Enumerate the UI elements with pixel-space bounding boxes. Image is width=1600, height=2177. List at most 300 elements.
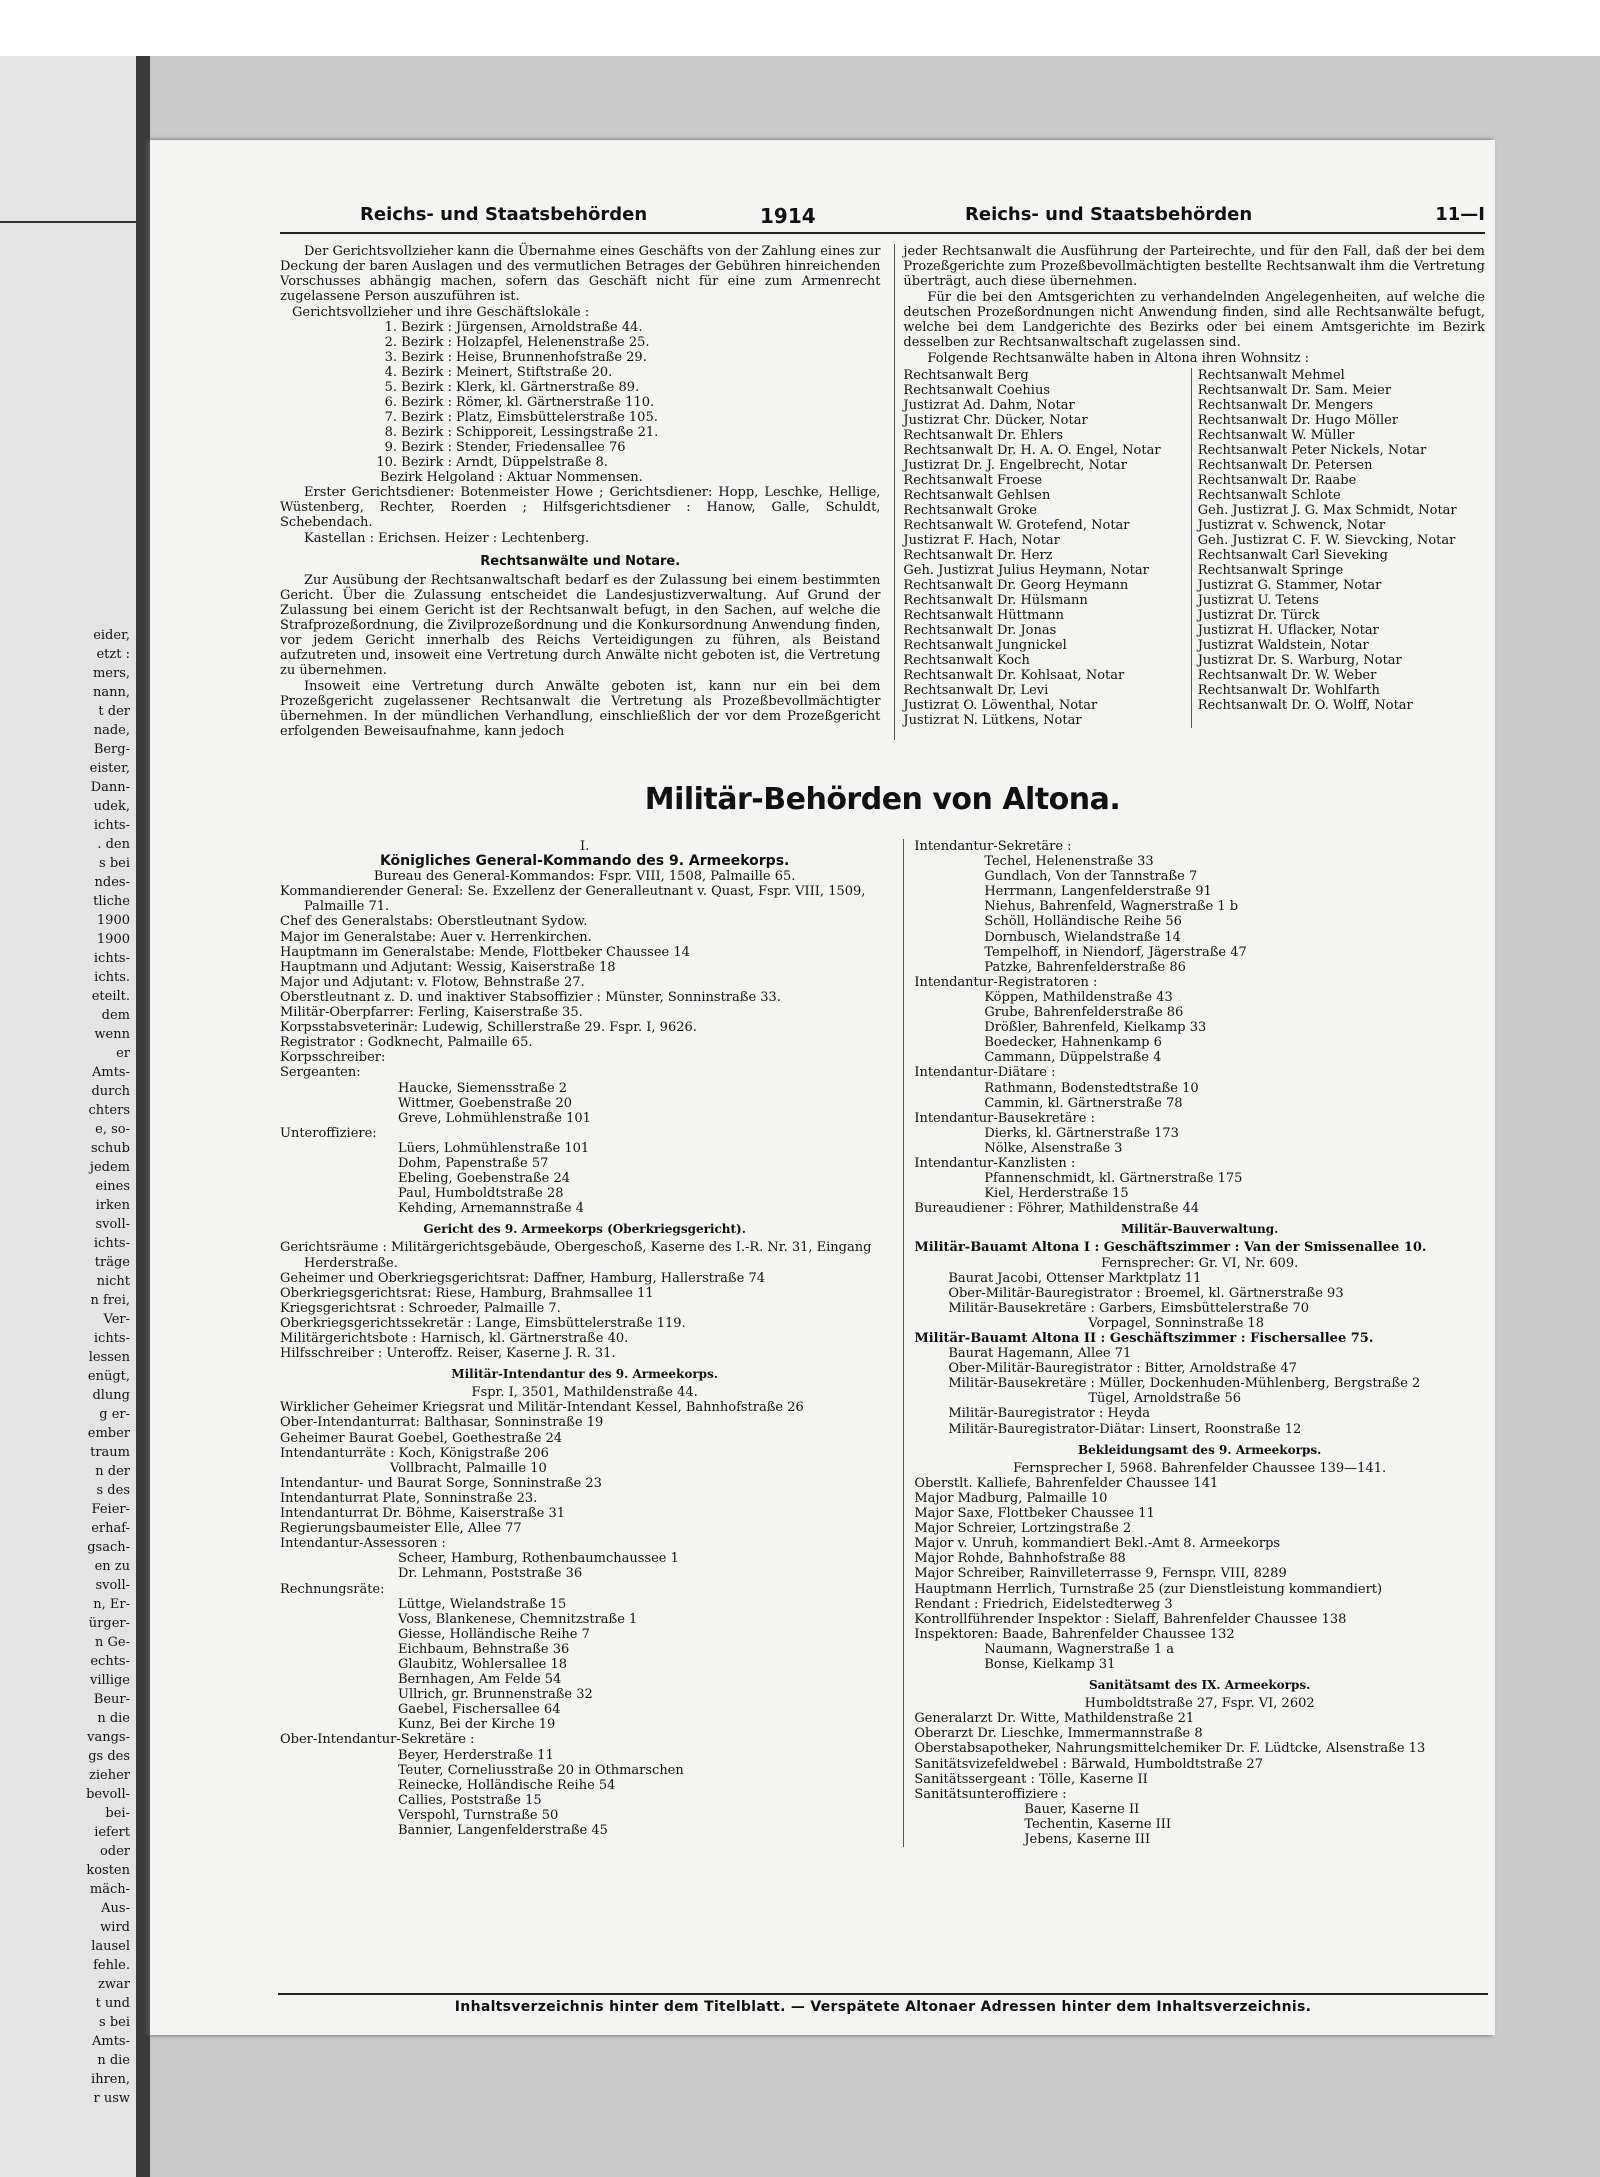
bauverwaltung-title: Militär-Bauverwaltung.: [1120, 1222, 1279, 1237]
tuegel-line: Tügel, Arnoldstraße 56: [1088, 1391, 1241, 1407]
intendantur-entry: Intendantur-Assessoren :: [280, 1536, 446, 1552]
staff-entry: Militär-Oberpfarrer: Ferling, Kaiserstraße 35.: [280, 1005, 583, 1021]
fragment-line: svoll-: [95, 1217, 130, 1232]
bauamt-entry: Militär-Bauregistrator : Heyda: [948, 1406, 1150, 1422]
rechnungsrat-entry: Voss, Blankenese, Chemnitzstraße 1: [398, 1611, 638, 1627]
fragment-line: Amts-: [91, 1065, 130, 1080]
sanitaets-uo-entry: Bauer, Kaserne II: [1024, 1801, 1140, 1817]
lawyer-entry: Rechtsanwalt Dr. Hugo Möller: [1197, 413, 1399, 428]
lawyer-entry: Geh. Justizrat J. G. Max Schmidt, Notar: [1197, 503, 1457, 518]
kanzlisten-list: [914, 1171, 1485, 1201]
bausekretaer-entry: Dierks, kl. Gärtnerstraße 173: [984, 1125, 1179, 1141]
lawyer-entry: Rechtsanwalt Carl Sieveking: [1197, 548, 1388, 563]
bekleidungsamt-entry: Major Saxe, Flottbeker Chaussee 11: [914, 1506, 1155, 1522]
lawyer-entry: Rechtsanwalt Peter Nickels, Notar: [1197, 443, 1427, 458]
fragment-line: lausel: [91, 1939, 130, 1954]
staff-entry: Sergeanten:: [280, 1065, 361, 1081]
sergeant-entry: Wittmer, Goebenstraße 20: [398, 1095, 573, 1111]
district-number: 4. Bezirk :: [384, 365, 452, 380]
lawyers-table: [903, 368, 1485, 728]
intendantur-entry: Wirklicher Geheimer Kriegsrat und Militär-Intendant Kessel, Bahnhofstraße 26: [280, 1400, 804, 1416]
fragment-line: 1900: [96, 913, 130, 928]
court-entry: Oberkriegsgerichtssekretär : Lange, Eimsbüttelerstraße 119.: [280, 1315, 686, 1331]
fragment-line: e, so-: [95, 1122, 130, 1137]
lawyers-intro: Folgende Rechtsanwälte haben in Altona ihren Wohnsitz :: [927, 351, 1310, 366]
lawyer-entry: Rechtsanwalt W. Müller: [1197, 428, 1355, 443]
unteroffiziere-list: [280, 1141, 889, 1216]
diaetar-entry: Cammin, kl. Gärtnerstraße 78: [984, 1095, 1183, 1111]
lawyers-list-right: [1191, 368, 1485, 728]
sanitaet-entry: Sanitätssergeant : Tölle, Kaserne II: [914, 1771, 1148, 1787]
fragment-line: Feier-: [91, 1502, 130, 1517]
district-officer: Holzapfel, Helenenstraße 25.: [456, 335, 650, 350]
fragment-line: wird: [100, 1920, 130, 1935]
district-row: [362, 425, 880, 440]
lawyer-entry: Justizrat Ad. Dahm, Notar: [903, 398, 1075, 413]
sanitaets-unteroffiziere-list: [914, 1802, 1485, 1847]
bekleidungsamt-list: [914, 1476, 1485, 1642]
bauamt-entry: Baurat Hagemann, Allee 71: [948, 1346, 1132, 1362]
ober-sekretaere-list: [280, 1748, 889, 1839]
continued-paragraph: jeder Rechtsanwalt die Ausführung der Parteirechte, und für den Fall, daß der bei dem Prozeßgerichte zum Prozeßbevollmächtigten bestellte Rechtsanwalt ihm die Vertretung überträgt, auch diese übernehmen.: [903, 244, 1485, 289]
fragment-line: nann,: [92, 685, 130, 700]
fragment-line: oder: [99, 1844, 130, 1859]
fragment-line: nicht: [96, 1274, 130, 1289]
district-officer: Meinert, Stiftstraße 20.: [456, 365, 613, 380]
fragment-line: durch: [91, 1084, 130, 1099]
district-number: 8. Bezirk :: [384, 425, 452, 440]
fragment-line: echts-: [90, 1654, 130, 1669]
staff-entry: Chef des Generalstabs: Oberstleutnant Sydow.: [280, 914, 588, 930]
intendantur-phone: Fspr. I, 3501, Mathildenstraße 44.: [471, 1385, 698, 1401]
unteroffiziere-label: Unteroffiziere:: [280, 1125, 377, 1141]
staff-entry: Kommandierender General: Se. Exzellenz der Generalleutnant v. Quast, Fspr. VIII, 1509, Palmaille 71.: [280, 884, 866, 915]
assessor-entry: Scheer, Hamburg, Rothenbaumchaussee 1: [398, 1551, 679, 1567]
bekleidungsamt-title: Bekleidungsamt des 9. Armeekorps.: [1078, 1442, 1322, 1457]
sanitaets-uo-entry: Techentin, Kaserne III: [1024, 1816, 1172, 1832]
lawyer-entry: Rechtsanwalt Jungnickel: [903, 638, 1067, 653]
lawyer-entry: Rechtsanwalt Dr. H. A. O. Engel, Notar: [903, 443, 1161, 458]
bekleidungsamt-entry: Rendant : Friedrich, Eidelstedterweg 3: [914, 1596, 1173, 1612]
fragment-line: n die: [97, 1711, 130, 1726]
fragment-line: zieher: [89, 1768, 130, 1783]
sanitaet-entry: Oberarzt Dr. Lieschke, Immermannstraße 8: [914, 1726, 1203, 1742]
diaetare-label: Intendantur-Diätare :: [914, 1065, 1056, 1081]
fragment-line: vangs-: [87, 1730, 130, 1745]
district-number: 5. Bezirk :: [384, 380, 452, 395]
district-officer: Klerk, kl. Gärtnerstraße 89.: [456, 380, 640, 395]
district-row: [362, 350, 880, 365]
district-list: [362, 320, 880, 470]
bauamt-entry: Ober-Militär-Bauregistrator : Broemel, kl. Gärtnerstraße 93: [948, 1285, 1344, 1301]
district-officer: Arndt, Düppelstraße 8.: [456, 455, 608, 470]
fragment-line: bevoll-: [86, 1787, 130, 1802]
district-number: 10. Bezirk :: [376, 455, 452, 470]
court-entry: Oberkriegsgerichtsrat: Riese, Hamburg, Brahmsallee 11: [280, 1285, 654, 1301]
bauamt-1-line: Militär-Bauamt Altona I : Geschäftszimmer : Van der Smissenallee 10.: [914, 1240, 1427, 1256]
court-entry: Kriegsgerichtsrat : Schroeder, Palmaille 7.: [280, 1300, 561, 1316]
lawyer-entry: Justizrat G. Stammer, Notar: [1197, 578, 1382, 593]
lawyer-entry: Rechtsanwalt Coehius: [903, 383, 1051, 398]
bauamt-1-phone: Fernsprecher: Gr. VI, Nr. 609.: [1101, 1255, 1299, 1271]
sekretaere-list: [914, 854, 1485, 975]
registrator-entry: Grube, Bahrenfelderstraße 86: [984, 1005, 1184, 1021]
top-section: [280, 244, 1485, 740]
ober-sekretaer-entry: Bannier, Langenfelderstraße 45: [398, 1823, 608, 1838]
ober-sekretaer-entry: Callies, Poststraße 15: [398, 1792, 542, 1808]
left-page-text: [6, 626, 130, 2108]
bauamt-entry: Baurat Jacobi, Ottenser Marktplatz 11: [948, 1270, 1202, 1286]
fragment-line: svoll-: [95, 1578, 130, 1593]
court-entry: Geheimer und Oberkriegsgerichtsrat: Daffner, Hamburg, Hallerstraße 74: [280, 1270, 765, 1286]
rechnungsraete-list: [280, 1597, 889, 1733]
lawyer-entry: Rechtsanwalt Dr. Jonas: [903, 623, 1057, 638]
bauamt-2-list: [914, 1346, 1485, 1391]
kanzlist-entry: Pfannenschmidt, kl. Gärtnerstraße 175: [984, 1171, 1243, 1187]
lawyer-entry: Rechtsanwalt Gehlsen: [903, 488, 1051, 503]
fragment-line: mäch-: [89, 1882, 130, 1897]
lawyers-list-left: [903, 368, 1190, 728]
fragment-line: 1900: [96, 932, 130, 947]
lawyer-entry: Geh. Justizrat C. F. W. Sievcking, Notar: [1197, 533, 1456, 548]
rechnungsrat-entry: Kunz, Bei der Kirche 19: [398, 1717, 556, 1733]
fragment-line: eines: [95, 1179, 130, 1194]
district-officer: Römer, kl. Gärtnerstraße 110.: [456, 395, 655, 410]
sanitaet-entry: Sanitätsvizefeldwebel : Bärwald, Humboldtstraße 27: [914, 1756, 1263, 1772]
bekleidungsamt-phone: Fernsprecher I, 5968. Bahrenfelder Chaussee 139—141.: [1013, 1460, 1387, 1476]
section-title-lawyers: Rechtsanwälte und Notare.: [480, 554, 681, 569]
running-header: [280, 198, 1485, 234]
sekretaer-entry: Tempelhoff, in Niendorf, Jägerstraße 47: [984, 944, 1247, 960]
page-number: 11—I: [1435, 204, 1485, 225]
main-title: Militär-Behörden von Altona.: [644, 782, 1121, 817]
sekretaer-entry: Herrmann, Langenfelderstraße 91: [984, 884, 1212, 900]
court-entry: Gerichtsräume : Militärgerichtsgebäude, Obergeschoß, Kaserne des I.-R. Nr. 31, Eingang Herderstraße.: [280, 1240, 872, 1271]
header-rule: [0, 221, 136, 223]
lawyer-entry: Justizrat H. Uflacker, Notar: [1197, 623, 1379, 638]
lawyers-paragraph-2: Insoweit eine Vertretung durch Anwälte geboten ist, kann nur ein bei dem Prozeßgericht zugelassener Rechtsanwalt die Vertretung als Prozeßbevollmächtigter übernehmen. In der mündlichen Verhandlung, einschließlich der vor dem Prozeßgericht erfolgenden Beweisaufnahme, kann jedoch: [280, 679, 881, 739]
fragment-line: zwar: [98, 1977, 130, 1992]
fragment-line: schub: [90, 1141, 130, 1156]
lawyer-entry: Justizrat N. Lütkens, Notar: [903, 713, 1082, 728]
fragment-line: g er-: [99, 1407, 130, 1422]
intendantur-entry: Intendanturräte : Koch, Königstraße 206: [280, 1445, 549, 1461]
lawyer-entry: Rechtsanwalt Mehmel: [1197, 368, 1345, 383]
fragment-line: ürger-: [88, 1616, 130, 1631]
fragment-line: irken: [95, 1198, 130, 1213]
lawyer-entry: Justizrat U. Tetens: [1197, 593, 1319, 608]
lawyer-entry: Rechtsanwalt Dr. Wohlfarth: [1197, 683, 1380, 698]
amtsgericht-paragraph: Für die bei den Amtsgerichten zu verhandelnden Angelegenheiten, auf welche die deutschen Prozeßordnungen nicht Anwendung finden, sind alle Rechtsanwälte befugt, welche bei dem Landgerichte des Bezirks oder bei einem Amtsgerichte im Bezirk desselben zur Rechtsanwaltschaft zugelassen sind.: [903, 290, 1485, 350]
fragment-line: eister,: [89, 761, 130, 776]
rechnungsrat-entry: Gaebel, Fischersallee 64: [398, 1702, 561, 1718]
district-officer: Platz, Eimsbüttelerstraße 105.: [456, 410, 658, 425]
fragment-line: . den: [97, 837, 130, 852]
ober-sekretaer-entry: Teuter, Corneliusstraße 20 in Othmarschen: [398, 1762, 684, 1778]
intendantur-entry: Ober-Intendanturrat: Balthasar, Sonninstraße 19: [280, 1415, 604, 1431]
district-row: [362, 395, 880, 410]
general-command-title: Königliches General-Kommando des 9. Armeekorps.: [379, 853, 790, 870]
fragment-line: erhaf-: [91, 1521, 130, 1536]
sekretaer-entry: Dornbusch, Wielandstraße 14: [984, 929, 1181, 945]
fragment-line: träge: [94, 1255, 130, 1270]
lawyer-entry: Justizrat Chr. Dücker, Notar: [903, 413, 1088, 428]
intendantur-entry: Intendanturrat Plate, Sonninstraße 23.: [280, 1490, 538, 1506]
fragment-line: ndes-: [94, 875, 130, 890]
top-right-column: [894, 244, 1485, 740]
fragment-line: n der: [95, 1464, 130, 1479]
unteroffizier-entry: Paul, Humboldtstraße 28: [398, 1186, 564, 1202]
fragment-line: t der: [98, 704, 130, 719]
district-officer: Stender, Friedensallee 76: [456, 440, 626, 455]
district-number: 7. Bezirk :: [384, 410, 452, 425]
intendantur-entry: Regierungsbaumeister Elle, Allee 77: [280, 1521, 522, 1537]
intendantur-title: Militär-Intendantur des 9. Armeekorps.: [451, 1367, 719, 1382]
unteroffizier-entry: Dohm, Papenstraße 57: [398, 1155, 549, 1171]
fragment-line: ichts-: [93, 1236, 130, 1251]
assessor-entry: Dr. Lehmann, Poststraße 36: [398, 1566, 583, 1582]
fragment-line: traum: [90, 1445, 130, 1460]
bekleidungsamt-entry: Major Rohde, Bahnhofstraße 88: [914, 1551, 1126, 1567]
staff-entry: Hauptmann im Generalstabe: Mende, Flottbeker Chaussee 14: [280, 944, 690, 960]
bauamt-entry: Militär-Bauregistrator-Diätar: Linsert, Roonstraße 12: [948, 1421, 1302, 1437]
sergeanten-list: [280, 1081, 889, 1126]
inspektor-entry: Bonse, Kielkamp 31: [984, 1656, 1116, 1672]
ober-sekretaer-entry: Beyer, Herderstraße 11: [398, 1747, 554, 1763]
lawyer-entry: Rechtsanwalt Groke: [903, 503, 1037, 518]
fragment-line: gs des: [88, 1749, 130, 1764]
fragment-line: r usw: [93, 2091, 130, 2106]
bekleidungsamt-entry: Hauptmann Herrlich, Turnstraße 25 (zur Dienstleistung kommandiert): [914, 1581, 1383, 1597]
header-year: 1914: [760, 204, 816, 228]
bureau-line: Bureau des General-Kommandos: Fspr. VIII, 1508, Palmaille 65.: [373, 869, 796, 885]
military-section: [280, 839, 1485, 1847]
lawyer-entry: Rechtsanwalt Dr. Sam. Meier: [1197, 383, 1392, 398]
districts-heading: Gerichtsvollzieher und ihre Geschäftslokale :: [292, 305, 590, 320]
district-row: [362, 380, 880, 395]
lawyer-entry: Justizrat O. Löwenthal, Notar: [903, 698, 1098, 713]
kastellan-line: Kastellan : Erichsen. Heizer : Lechtenberg.: [304, 531, 590, 546]
staff-paragraph: Erster Gerichtsdiener: Botenmeister Howe ; Gerichtsdiener: Hopp, Leschke, Hellige, Wüstenberg, Rechter, Roerden ; Hilfsgerichtsdiener : Hanow, Galle, Schuldt, Schebendach.: [280, 485, 881, 530]
fragment-line: kosten: [86, 1863, 130, 1878]
roman-numeral: I.: [580, 839, 590, 854]
rechnungsrat-entry: Lüttge, Wielandstraße 15: [398, 1596, 567, 1612]
lawyer-entry: Justizrat Waldstein, Notar: [1197, 638, 1369, 653]
lawyer-entry: Rechtsanwalt Dr. Levi: [903, 683, 1049, 698]
lawyer-entry: Rechtsanwalt Dr. Raabe: [1197, 473, 1357, 488]
staff-entry: Oberstleutnant z. D. und inaktiver Stabsoffizier : Münster, Sonninstraße 33.: [280, 989, 781, 1005]
staff-entry: Hauptmann und Adjutant: Wessig, Kaiserstraße 18: [280, 959, 616, 975]
fragment-line: n Ge-: [95, 1635, 130, 1650]
district-officer: Jürgensen, Arnoldstraße 44.: [456, 320, 643, 335]
sekretaer-entry: Gundlach, Von der Tannstraße 7: [984, 869, 1198, 885]
kanzlisten-label: Intendantur-Kanzlisten :: [914, 1155, 1076, 1171]
lawyer-entry: Geh. Justizrat Julius Heymann, Notar: [903, 563, 1149, 578]
kanzlist-entry: Kiel, Herderstraße 15: [984, 1186, 1129, 1202]
lawyer-entry: Rechtsanwalt Dr. O. Wolff, Notar: [1197, 698, 1413, 713]
district-number: 9. Bezirk :: [384, 440, 452, 455]
vollbracht-line: Vollbracht, Palmaille 10: [390, 1460, 547, 1476]
sergeant-entry: Haucke, Siemensstraße 2: [398, 1080, 568, 1096]
district-row: [362, 335, 880, 350]
district-row: [362, 320, 880, 335]
registrator-entry: Drößler, Bahrenfeld, Kielkamp 33: [984, 1020, 1207, 1036]
header-right: Reichs- und Staatsbehörden: [965, 204, 1253, 225]
lawyer-entry: Rechtsanwalt Dr. Hülsmann: [903, 593, 1088, 608]
fragment-line: Berg-: [93, 742, 130, 757]
military-right-column: [903, 839, 1485, 1847]
intro-paragraph: Der Gerichtsvollzieher kann die Übernahme eines Geschäfts von der Zahlung eines zur Deckung der baren Auslagen und des vermutlichen Betrages der Gebühren hinreichenden Vorschusses abhängig machen, sofern das Geschäft nicht für eine zum Armenrecht zugelassene Person auszuführen ist.: [280, 244, 881, 304]
lawyer-entry: Rechtsanwalt Dr. Mengers: [1197, 398, 1373, 413]
registrator-entry: Boedecker, Hahnenkamp 6: [984, 1035, 1162, 1051]
lawyer-entry: Justizrat Dr. S. Warburg, Notar: [1197, 653, 1402, 668]
rechnungsrat-entry: Bernhagen, Am Felde 54: [398, 1672, 562, 1688]
court-title: Gericht des 9. Armeekorps (Oberkriegsgericht).: [423, 1222, 746, 1237]
district-number: 1. Bezirk :: [384, 320, 452, 335]
fragment-line: n, Er-: [93, 1597, 130, 1612]
sekretaere-label: Intendantur-Sekretäre :: [914, 839, 1072, 854]
unteroffizier-entry: Lüers, Lohmühlenstraße 101: [398, 1140, 590, 1156]
header-left: Reichs- und Staatsbehörden: [360, 204, 648, 225]
unteroffizier-entry: Ebeling, Goebenstraße 24: [398, 1171, 570, 1187]
lawyer-entry: Justizrat Dr. J. Engelbrecht, Notar: [903, 458, 1127, 473]
fragment-line: ichts-: [93, 818, 130, 833]
diaetar-entry: Rathmann, Bodenstedtstraße 10: [984, 1080, 1199, 1096]
lawyer-entry: Justizrat Dr. Türck: [1197, 608, 1320, 623]
fragment-line: wenn: [94, 1027, 130, 1042]
fragment-line: udek,: [93, 799, 130, 814]
bauamt-2-line: Militär-Bauamt Altona II : Geschäftszimmer : Fischersallee 75.: [914, 1331, 1374, 1346]
fragment-line: jedem: [89, 1160, 130, 1175]
unteroffizier-entry: Kehding, Arnemannstraße 4: [398, 1201, 584, 1217]
court-list: [280, 1240, 889, 1361]
staff-entry: Korpsstabsveterinär: Ludewig, Schillerstraße 29. Fspr. I, 9626.: [280, 1020, 697, 1036]
lawyer-entry: Rechtsanwalt Dr. W. Weber: [1197, 668, 1377, 683]
lawyer-entry: Rechtsanwalt Schlote: [1197, 488, 1341, 503]
bauamt-entry: Militär-Bausekretäre : Garbers, Eimsbüttelerstraße 70: [948, 1300, 1310, 1316]
bekleidungsamt-entry: Oberstlt. Kalliefe, Bahrenfelder Chaussee 141: [914, 1475, 1219, 1491]
registrator-entry: Cammann, Düppelstraße 4: [984, 1050, 1162, 1066]
lawyer-entry: Rechtsanwalt Froese: [903, 473, 1043, 488]
fragment-line: Ver-: [103, 1312, 130, 1327]
rechnungsrat-entry: Giesse, Holländische Reihe 7: [398, 1626, 590, 1642]
lawyer-entry: Rechtsanwalt Berg: [903, 368, 1029, 383]
adjacent-page-fragment: [0, 56, 136, 2177]
fragment-line: s bei: [99, 856, 130, 871]
lawyer-entry: Rechtsanwalt Dr. Ehlers: [903, 428, 1064, 443]
ober-sekretaer-entry: Verspohl, Turnstraße 50: [398, 1807, 559, 1823]
rechnungsraete-label: Rechnungsräte:: [280, 1581, 385, 1597]
assessoren-list: [280, 1551, 889, 1581]
lawyer-entry: Justizrat F. Hach, Notar: [903, 533, 1060, 548]
sanitaetsamt-list: [914, 1711, 1485, 1802]
sergeant-entry: Greve, Lohmühlenstraße 101: [398, 1110, 591, 1126]
district-row: [362, 410, 880, 425]
bauamt-2-list-2: [914, 1406, 1485, 1436]
fragment-line: s des: [96, 1483, 130, 1498]
sekretaer-entry: Patzke, Bahrenfelderstraße 86: [984, 959, 1186, 975]
sanitaet-entry: Sanitätsunteroffiziere :: [914, 1786, 1067, 1802]
bekleidungsamt-entry: Major Schreiber, Rainvilleterrasse 9, Fernspr. VIII, 8289: [914, 1566, 1287, 1582]
bausekretaere-label: Intendantur-Bausekretäre :: [914, 1110, 1095, 1126]
district-row: [362, 440, 880, 455]
fragment-line: dem: [101, 1008, 130, 1023]
staff-entry: Major im Generalstabe: Auer v. Herrenkirchen.: [280, 929, 592, 945]
ober-sekretaere-label: Ober-Intendantur-Sekretäre :: [280, 1732, 475, 1748]
fragment-line: enügt,: [87, 1369, 130, 1384]
lawyers-paragraph-1: Zur Ausübung der Rechtsanwaltschaft bedarf es der Zulassung bei einem bestimmten Gericht. Über die Zulassung entscheidet die Landesjustizverwaltung. Auf Grund der Zulassung bei einem Gericht ist der Rechtsanwalt befugt, in den Sachen, auf welche die Strafprozeßordnung, die Zivilprozeßordnung und die Konkursordnung Anwendung finden, vor jedem Gericht innerhalb des Reichs Verteidigungen zu führen, als Beistand aufzutreten und, insoweit eine Vertretung durch Anwälte nicht geboten ist, die Vertretung zu übernehmen.: [280, 573, 881, 678]
military-left-column: [280, 839, 889, 1847]
bausekretaere-list: [914, 1126, 1485, 1156]
bausekretaer-entry: Nölke, Alsenstraße 3: [984, 1140, 1123, 1156]
staff-entry: Korpsschreiber:: [280, 1050, 386, 1066]
lawyer-entry: Rechtsanwalt W. Grotefend, Notar: [903, 518, 1130, 533]
bureaudiener-line: Bureaudiener : Föhrer, Mathildenstraße 44: [914, 1201, 1200, 1217]
fragment-line: iefert: [94, 1825, 130, 1840]
fragment-line: gsach-: [87, 1540, 130, 1555]
book-gutter: [136, 56, 150, 2177]
lawyer-entry: Justizrat v. Schwenck, Notar: [1197, 518, 1386, 533]
fragment-line: er: [116, 1046, 130, 1061]
fragment-line: ihren,: [91, 2072, 130, 2087]
fragment-line: t und: [95, 1996, 130, 2011]
fragment-line: ichts-: [93, 951, 130, 966]
fragment-line: Dann-: [90, 780, 130, 795]
fragment-line: n die: [97, 2053, 130, 2068]
registratoren-list: [914, 990, 1485, 1065]
registratoren-label: Intendantur-Registratoren :: [914, 974, 1098, 990]
sanitaetsamt-phone: Humboldtstraße 27, Fspr. VI, 2602: [1084, 1696, 1315, 1712]
lawyer-entry: Rechtsanwalt Dr. Herz: [903, 548, 1053, 563]
court-entry: Militärgerichtsbote : Harnisch, kl. Gärtnerstraße 40.: [280, 1331, 629, 1346]
fragment-line: lessen: [88, 1350, 130, 1365]
fragment-line: Aus-: [101, 1901, 130, 1916]
fragment-line: eteilt.: [91, 989, 130, 1004]
district-row: [362, 365, 880, 380]
fragment-line: s bei: [99, 2015, 130, 2030]
fragment-line: fehle.: [93, 1958, 130, 1973]
rechnungsrat-entry: Ullrich, gr. Brunnenstraße 32: [398, 1687, 593, 1703]
fragment-line: tliche: [93, 894, 130, 909]
district-number: 3. Bezirk :: [384, 350, 452, 365]
fragment-line: villige: [90, 1673, 130, 1688]
fragment-line: nade,: [93, 723, 130, 738]
sekretaer-entry: Techel, Helenenstraße 33: [984, 854, 1154, 870]
lawyer-entry: Rechtsanwalt Dr. Georg Heymann: [903, 578, 1129, 593]
intendantur-list-2: [280, 1476, 889, 1551]
registrator-entry: Köppen, Mathildenstraße 43: [984, 989, 1173, 1005]
fragment-line: Beur-: [93, 1692, 130, 1707]
fragment-line: en zu: [94, 1559, 130, 1574]
sanitaetsamt-title: Sanitätsamt des IX. Armeekorps.: [1088, 1678, 1311, 1693]
command-staff-list: [280, 884, 889, 1080]
fragment-line: ember: [87, 1426, 130, 1441]
fragment-line: chters: [88, 1103, 130, 1118]
district-number: 2. Bezirk :: [384, 335, 452, 350]
fragment-line: mers,: [92, 666, 130, 681]
bauamt-1-list: [914, 1271, 1485, 1316]
intendantur-list: [280, 1400, 889, 1460]
staff-entry: Registrator : Godknecht, Palmaille 65.: [280, 1035, 533, 1051]
bekleidungsamt-entry: Major v. Unruh, kommandiert Bekl.-Amt 8. Armeekorps: [914, 1536, 1281, 1552]
sanitaet-entry: Generalarzt Dr. Witte, Mathildenstraße 21: [914, 1711, 1195, 1727]
sanitaets-uo-entry: Jebens, Kaserne III: [1024, 1832, 1151, 1847]
intendantur-entry: Geheimer Baurat Goebel, Goethestraße 24: [280, 1430, 563, 1446]
fragment-line: Amts-: [91, 2034, 130, 2049]
top-left-column: [280, 244, 880, 740]
lawyer-entry: Rechtsanwalt Dr. Petersen: [1197, 458, 1373, 473]
court-entry: Hilfsschreiber : Unteroffz. Reiser, Kaserne J. R. 31.: [280, 1346, 616, 1362]
